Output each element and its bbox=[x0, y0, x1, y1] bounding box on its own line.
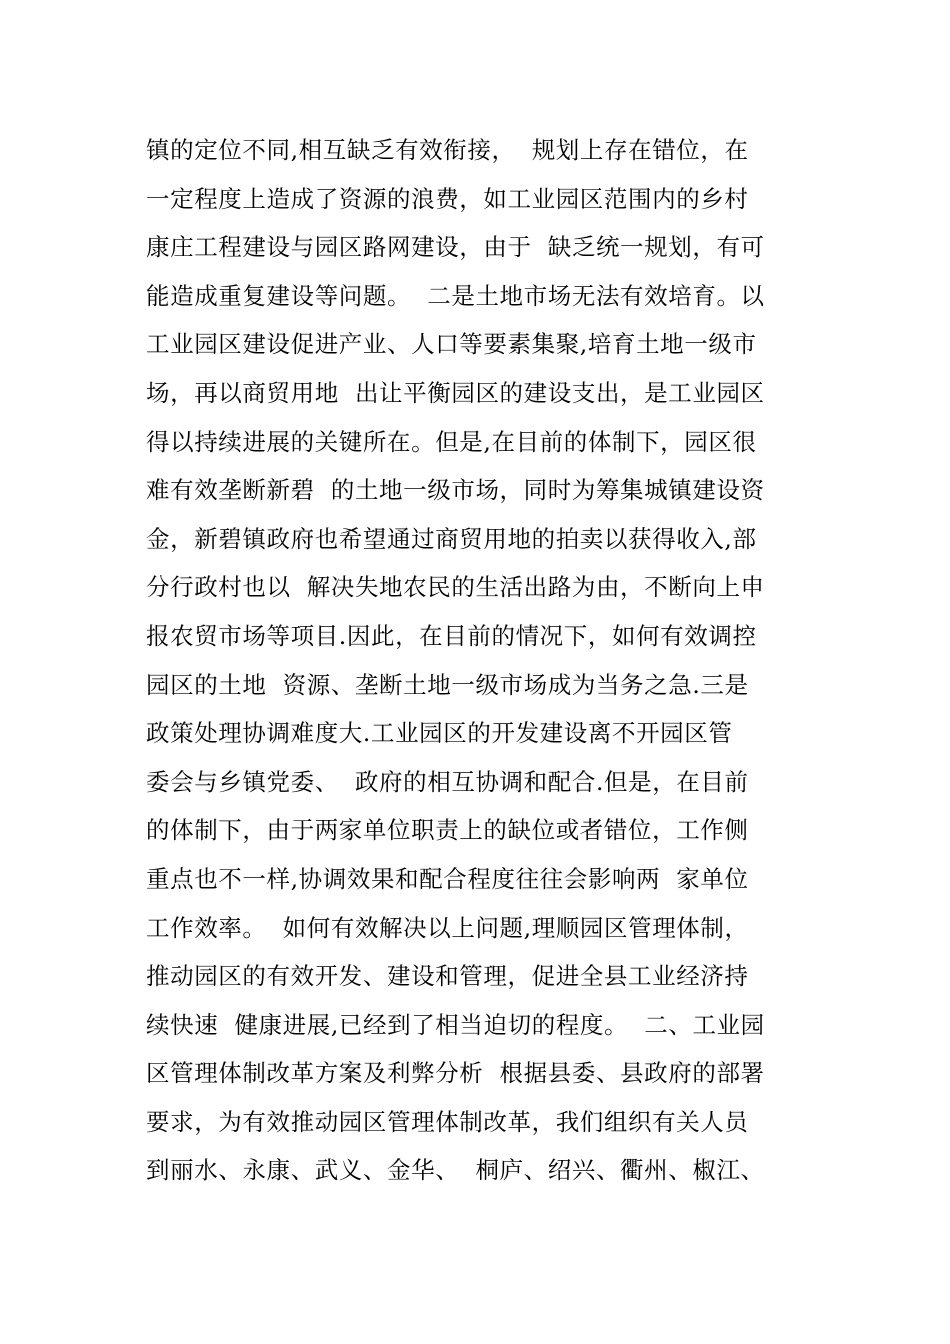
text-line: 续快速 健康进展,已经到了相当迫切的程度。 二、工业园 bbox=[146, 1010, 765, 1039]
text-line: 重点也不一样,协调效果和配合程度往往会影响两 家单位 bbox=[146, 864, 749, 893]
text-line: 一定程度上造成了资源的浪费，如工业园区范围内的乡村 bbox=[146, 184, 749, 213]
text-line: 工作效率。 如何有效解决以上问题,理顺园区管理体制， bbox=[146, 913, 749, 942]
text-line: 要求，为有效推动园区管理体制改革，我们组织有关人员 bbox=[146, 1107, 749, 1136]
text-line: 到丽水、永康、武义、金华、 桐庐、绍兴、衢州、椒江、 bbox=[146, 1156, 765, 1185]
text-line: 场，再以商贸用地 出让平衡园区的建设支出，是工业园区 bbox=[146, 378, 765, 407]
text-line: 康庄工程建设与园区路网建设，由于 缺乏统一规划，有可 bbox=[146, 233, 765, 262]
body-text bbox=[146, 126, 806, 1195]
text-line: 镇的定位不同,相互缺乏有效衔接， 规划上存在错位，在 bbox=[146, 136, 749, 164]
text-line: 政策处理协调难度大.工业园区的开发建设离不开园区管 bbox=[146, 719, 733, 748]
text-line: 能造成重复建设等问题。 二是土地市场无法有效培育。以 bbox=[146, 281, 765, 310]
text-line: 园区的土地 资源、垄断土地一级市场成为当务之急.三是 bbox=[146, 670, 749, 699]
text-line: 得以持续进展的关键所在。但是,在目前的体制下，园区很 bbox=[146, 427, 757, 456]
text-line: 区管理体制改革方案及利弊分析 根据县委、县政府的部署 bbox=[146, 1059, 765, 1088]
text-line: 的体制下，由于两家单位职责上的缺位或者错位，工作侧 bbox=[146, 816, 749, 845]
text-line: 分行政村也以 解决失地农民的生活出路为由，不断向上申 bbox=[146, 573, 765, 602]
text-line: 工业园区建设促进产业、人口等要素集聚,培育土地一级市 bbox=[146, 330, 757, 359]
text-line: 委会与乡镇党委、 政府的相互协调和配合.但是，在目前 bbox=[146, 767, 749, 796]
text-line: 难有效垄断新碧 的土地一级市场，同时为筹集城镇建设资 bbox=[146, 476, 765, 505]
text-line: 推动园区的有效开发、建设和管理，促进全县工业经济持 bbox=[146, 962, 749, 991]
text-line: 报农贸市场等项目.因此，在目前的情况下，如何有效调控 bbox=[146, 621, 757, 650]
text-line: 金，新碧镇政府也希望通过商贸用地的拍卖以获得收入,部 bbox=[146, 524, 757, 553]
